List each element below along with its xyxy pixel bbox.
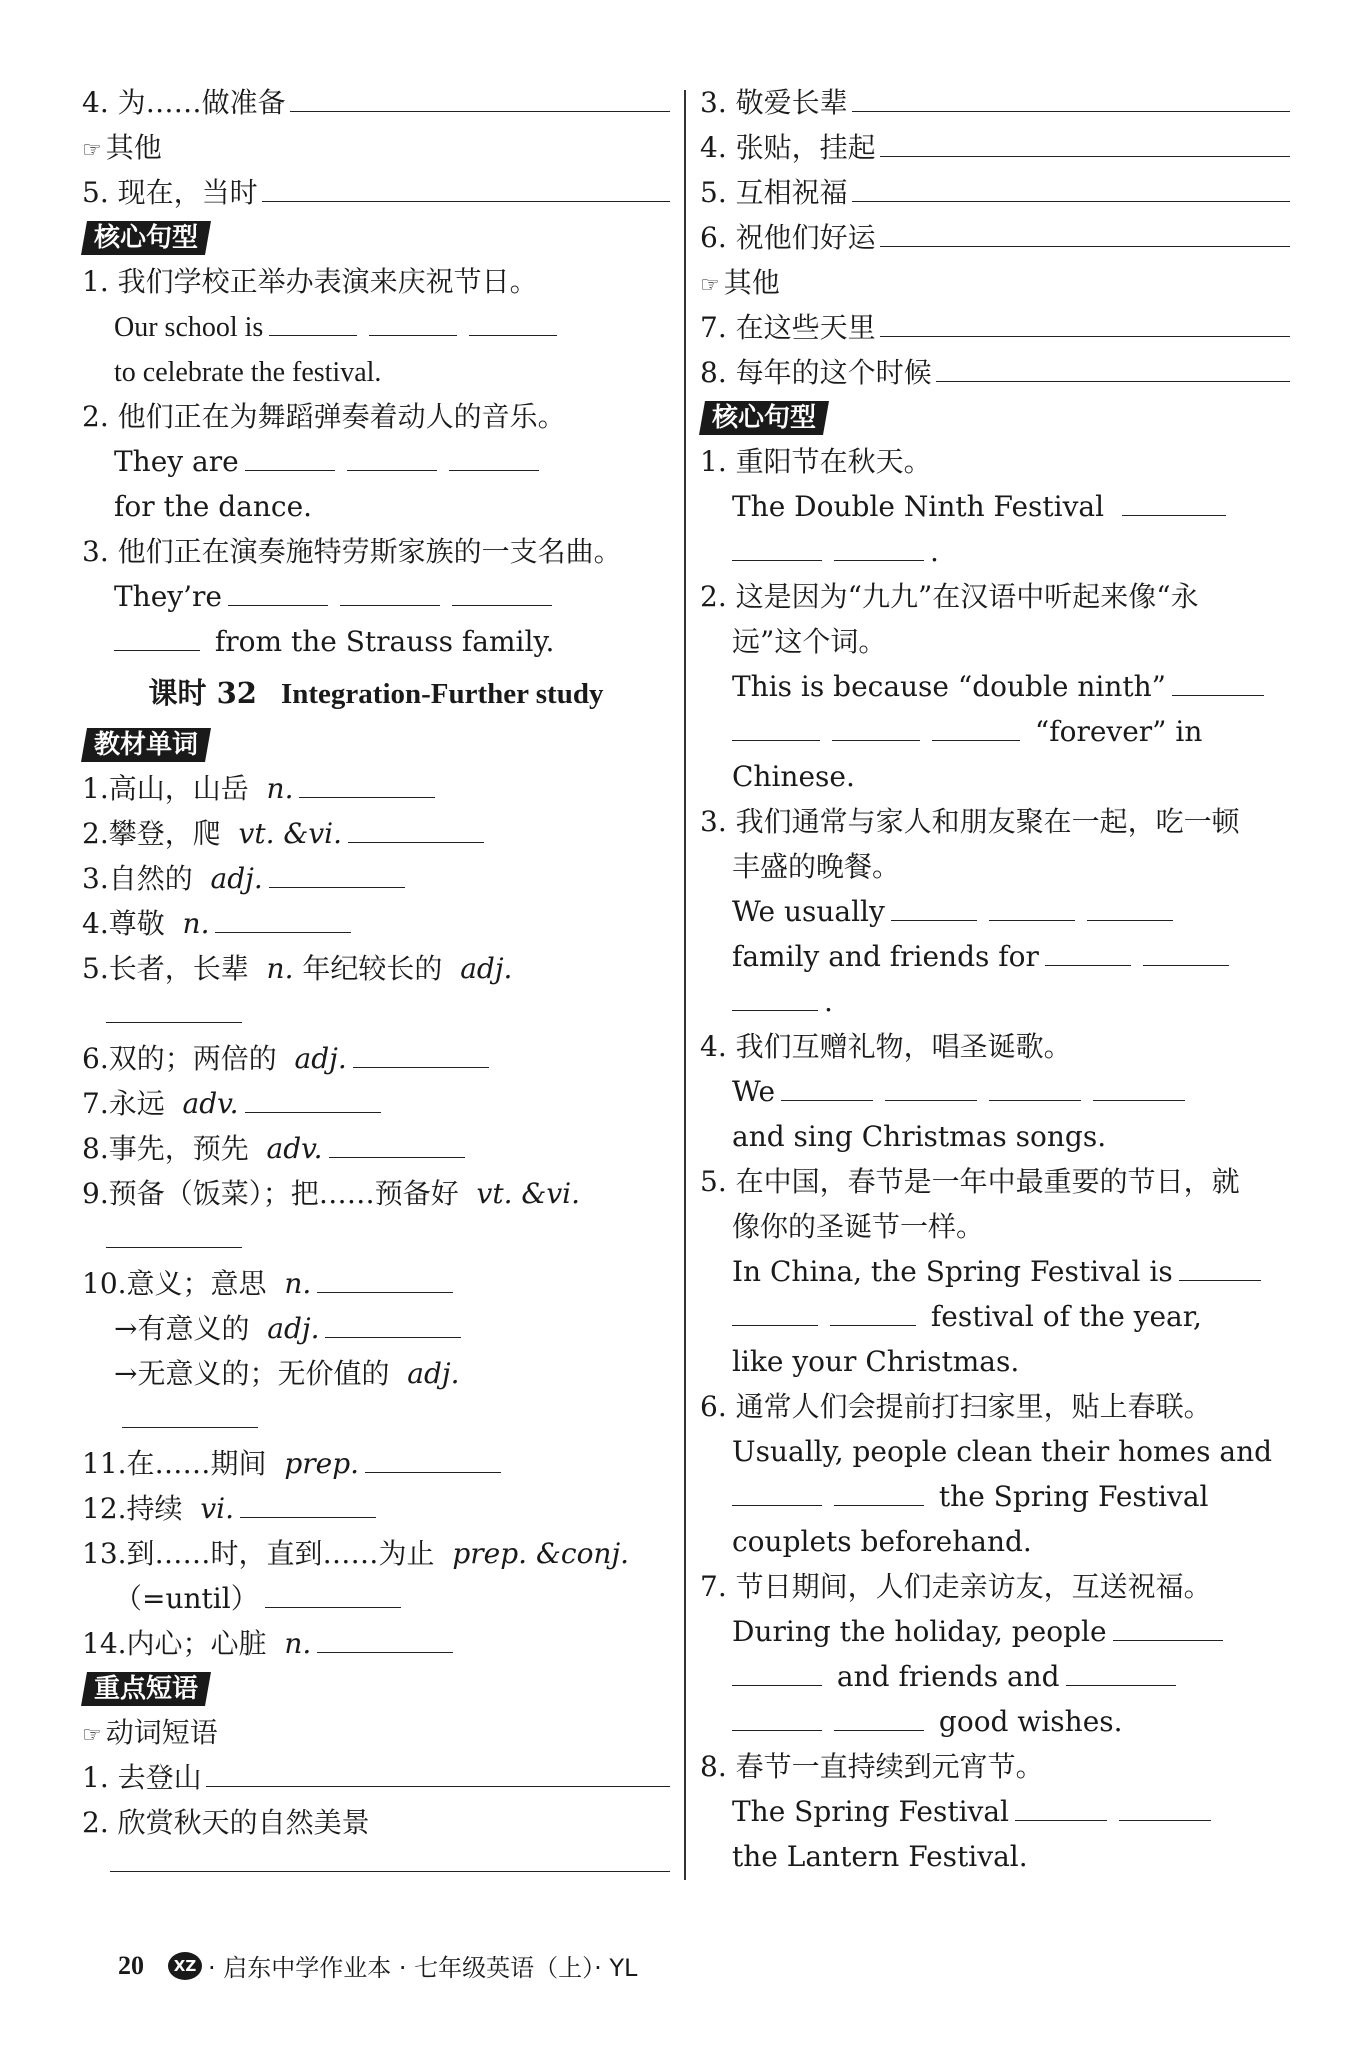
sentence-en: We xyxy=(700,1069,1290,1114)
vocab-item: 7.永远 adv. xyxy=(82,1081,670,1126)
pointing-hand-icon: ☞ xyxy=(82,138,102,163)
sentence-zh: 4. 我们互赠礼物，唱圣诞歌。 xyxy=(700,1030,1072,1063)
sentence-en: Chinese. xyxy=(732,760,855,793)
answer-blank[interactable] xyxy=(732,1299,818,1326)
vocab-item: 5.长者，长辈 n. 年纪较长的 adj. xyxy=(82,952,513,985)
sentence-zh: 丰盛的晚餐。 xyxy=(732,850,901,883)
answer-blank[interactable] xyxy=(262,175,670,202)
answer-blank[interactable] xyxy=(732,1659,822,1686)
sentence-zh: 3. 我们通常与家人和朋友聚在一起，吃一顿 xyxy=(700,805,1240,838)
vocab-item: 9.预备（饭菜）；把……预备好 vt. &vi. xyxy=(82,1177,581,1210)
page-footer xyxy=(118,1948,637,1983)
answer-blank[interactable] xyxy=(880,220,1290,247)
answer-blank[interactable] xyxy=(245,1086,381,1113)
vocab-item: （=until） xyxy=(82,1576,670,1621)
vocab-item: 2.攀登，爬 vt. &vi. xyxy=(82,811,670,856)
sentence-zh: 8. 春节一直持续到元宵节。 xyxy=(700,1750,1044,1783)
answer-blank[interactable] xyxy=(880,310,1290,337)
answer-blank[interactable] xyxy=(269,309,357,336)
phrase-item: 7. 在这些天里 xyxy=(700,305,1290,350)
phrase-item: 5. 互相祝福 xyxy=(700,170,1290,215)
answer-blank[interactable] xyxy=(1179,1254,1261,1281)
answer-blank[interactable] xyxy=(340,579,440,606)
vocab-item: 11.在……期间 prep. xyxy=(82,1441,670,1486)
answer-blank[interactable] xyxy=(110,1845,670,1872)
sentence-en: from the Strauss family. xyxy=(82,619,670,664)
sentence-zh: 像你的圣诞节一样。 xyxy=(732,1210,985,1243)
vocab-item: 10.意义；意思 n. xyxy=(82,1261,670,1306)
answer-blank[interactable] xyxy=(1093,1074,1185,1101)
vocab-item: 14.内心；心脏 n. xyxy=(82,1621,670,1666)
sentence-en: Usually, people clean their homes and xyxy=(732,1435,1273,1468)
column-divider xyxy=(684,90,686,1880)
sentence-en: couplets beforehand. xyxy=(732,1525,1032,1558)
sentence-zh: 2. 他们正在为舞蹈弹奏着动人的音乐。 xyxy=(82,400,566,433)
answer-blank[interactable] xyxy=(452,579,552,606)
vocab-item: 1.高山，山岳 n. xyxy=(82,766,670,811)
vocab-item-blank-line xyxy=(82,1216,670,1261)
footer-text: · 启东中学作业本 · 七年级英语（上）· YL xyxy=(208,1954,638,1982)
answer-blank[interactable] xyxy=(269,861,405,888)
answer-blank[interactable] xyxy=(449,444,539,471)
publisher-badge: XZ xyxy=(168,1952,202,1980)
answer-blank[interactable] xyxy=(989,1074,1081,1101)
answer-blank[interactable] xyxy=(732,1479,822,1506)
answer-blank[interactable] xyxy=(932,714,1020,741)
lesson-title: 课时 32 Integration-Further study xyxy=(148,676,604,710)
vocab-item: 6.双的；两倍的 adj. xyxy=(82,1036,670,1081)
page-number: 20 xyxy=(118,1950,144,1980)
sentence-en: the Lantern Festival. xyxy=(732,1840,1028,1873)
pointing-hand-icon: ☞ xyxy=(700,273,720,298)
answer-blank[interactable] xyxy=(732,984,818,1011)
answer-blank[interactable] xyxy=(114,624,200,651)
vocab-item: 3.自然的 adj. xyxy=(82,856,670,901)
answer-blank[interactable] xyxy=(781,1074,873,1101)
sentence-zh: 1. 我们学校正举办表演来庆祝节日。 xyxy=(82,265,538,298)
phrase-item: 2. 欣赏秋天的自然美景 xyxy=(82,1806,370,1839)
answer-blank[interactable] xyxy=(348,816,484,843)
sentence-en: to celebrate the festival. xyxy=(114,357,382,388)
section-header-vocab: 教材单词 xyxy=(82,722,670,766)
answer-blank[interactable] xyxy=(834,1479,924,1506)
answer-blank[interactable] xyxy=(732,534,822,561)
vocab-item: →无意义的；无价值的 adj. xyxy=(114,1357,460,1390)
sentence-zh: 2. 这是因为“九九”在汉语中听起来像“永 xyxy=(700,580,1199,613)
vocab-item: 13.到……时，直到……为止 prep. &conj. xyxy=(82,1537,630,1570)
answer-blank[interactable] xyxy=(885,1074,977,1101)
sentence-en: The Double Ninth Festival xyxy=(700,484,1290,529)
answer-blank[interactable] xyxy=(1122,489,1226,516)
answer-blank[interactable] xyxy=(936,355,1290,382)
answer-blank[interactable] xyxy=(369,309,457,336)
sentence-en: . xyxy=(700,979,1290,1024)
vocab-item: 12.持续 vi. xyxy=(82,1486,670,1531)
answer-blank[interactable] xyxy=(469,309,557,336)
sentence-zh: 6. 通常人们会提前打扫家里，贴上春联。 xyxy=(700,1390,1212,1423)
answer-blank[interactable] xyxy=(834,1704,924,1731)
answer-blank[interactable] xyxy=(206,1760,670,1787)
answer-blank[interactable] xyxy=(215,906,351,933)
subsection-label: ☞ 动词短语 xyxy=(82,1716,218,1749)
answer-blank[interactable] xyxy=(1113,1614,1223,1641)
answer-blank[interactable] xyxy=(880,130,1290,157)
subsection-label: ☞ 其他 xyxy=(700,266,780,299)
section-header-core: 核心句型 xyxy=(700,395,1290,439)
answer-blank[interactable] xyxy=(353,1041,489,1068)
sentence-en: Our school is xyxy=(82,304,670,349)
sentence-zh: 3. 他们正在演奏施特劳斯家族的一支名曲。 xyxy=(82,535,622,568)
sentence-en: the Spring Festival xyxy=(700,1474,1290,1519)
sentence-en: festival of the year, xyxy=(700,1294,1290,1339)
answer-blank[interactable] xyxy=(228,579,328,606)
answer-blank[interactable] xyxy=(265,1581,401,1608)
sentence-en: We usually xyxy=(700,889,1290,934)
answer-blank[interactable] xyxy=(299,771,435,798)
answer-blank[interactable] xyxy=(317,1626,453,1653)
phrase-item-blank-line xyxy=(82,1845,670,1890)
sentence-en: During the holiday, people xyxy=(700,1609,1290,1654)
phrase-item: 4. 张贴，挂起 xyxy=(700,125,1290,170)
phrase-item: 8. 每年的这个时候 xyxy=(700,350,1290,395)
sentence-zh: 7. 节日期间，人们走亲访友，互送祝福。 xyxy=(700,1570,1212,1603)
phrase-item: 3. 敬爱长辈 xyxy=(700,80,1290,125)
answer-blank[interactable] xyxy=(317,1266,453,1293)
sentence-en: They are xyxy=(82,439,670,484)
answer-blank[interactable] xyxy=(325,1311,461,1338)
sentence-en: for the dance. xyxy=(114,490,313,523)
sentence-en: and friends and xyxy=(700,1654,1290,1699)
answer-blank[interactable] xyxy=(106,996,242,1023)
answer-blank[interactable] xyxy=(852,85,1290,112)
answer-blank[interactable] xyxy=(1143,939,1229,966)
answer-blank[interactable] xyxy=(347,444,437,471)
sentence-en: In China, the Spring Festival is xyxy=(700,1249,1290,1294)
answer-blank[interactable] xyxy=(122,1401,258,1428)
answer-blank[interactable] xyxy=(1066,1659,1176,1686)
vocab-item: 8.事先，预先 adv. xyxy=(82,1126,670,1171)
answer-blank[interactable] xyxy=(834,534,924,561)
sentence-en: “forever” in xyxy=(700,709,1290,754)
sentence-en: and sing Christmas songs. xyxy=(732,1120,1107,1153)
right-column xyxy=(700,80,1290,1879)
answer-blank[interactable] xyxy=(290,85,670,112)
answer-blank[interactable] xyxy=(830,1299,916,1326)
answer-blank[interactable] xyxy=(732,1704,822,1731)
sentence-zh: 远”这个词。 xyxy=(732,625,887,658)
answer-blank[interactable] xyxy=(1119,1794,1211,1821)
sentence-en: The Spring Festival xyxy=(700,1789,1290,1834)
section-header-phrases: 重点短语 xyxy=(82,1666,670,1710)
left-column xyxy=(82,80,670,1890)
phrase-item: 6. 祝他们好运 xyxy=(700,215,1290,260)
vocab-item: →有意义的 adj. xyxy=(82,1306,670,1351)
sentence-en: family and friends for xyxy=(700,934,1290,979)
sentence-en: like your Christmas. xyxy=(732,1345,1020,1378)
answer-blank[interactable] xyxy=(891,894,977,921)
phrase-item: 5. 现在，当时 xyxy=(82,170,670,215)
phrase-item: 1. 去登山 xyxy=(82,1755,670,1800)
answer-blank[interactable] xyxy=(240,1491,376,1518)
subsection-label: ☞ 其他 xyxy=(82,131,162,164)
answer-blank[interactable] xyxy=(329,1131,465,1158)
phrase-item: 4. 为……做准备 xyxy=(82,80,670,125)
sentence-zh: 5. 在中国，春节是一年中最重要的节日，就 xyxy=(700,1165,1240,1198)
answer-blank[interactable] xyxy=(852,175,1290,202)
answer-blank[interactable] xyxy=(832,714,920,741)
answer-blank[interactable] xyxy=(1087,894,1173,921)
sentence-zh: 1. 重阳节在秋天。 xyxy=(700,445,932,478)
answer-blank[interactable] xyxy=(106,1221,242,1248)
answer-blank[interactable] xyxy=(989,894,1075,921)
answer-blank[interactable] xyxy=(1172,669,1264,696)
section-header-core: 核心句型 xyxy=(82,215,670,259)
answer-blank[interactable] xyxy=(1015,1794,1107,1821)
sentence-en: . xyxy=(700,529,1290,574)
answer-blank[interactable] xyxy=(1045,939,1131,966)
pointing-hand-icon: ☞ xyxy=(82,1723,102,1748)
sentence-en: They’re xyxy=(82,574,670,619)
vocab-item: 4.尊敬 n. xyxy=(82,901,670,946)
answer-blank[interactable] xyxy=(365,1446,501,1473)
vocab-item-blank-line xyxy=(82,1396,670,1441)
sentence-en: This is because “double ninth” xyxy=(700,664,1290,709)
vocab-item-blank-line xyxy=(82,991,670,1036)
answer-blank[interactable] xyxy=(245,444,335,471)
answer-blank[interactable] xyxy=(732,714,820,741)
sentence-en: good wishes. xyxy=(700,1699,1290,1744)
